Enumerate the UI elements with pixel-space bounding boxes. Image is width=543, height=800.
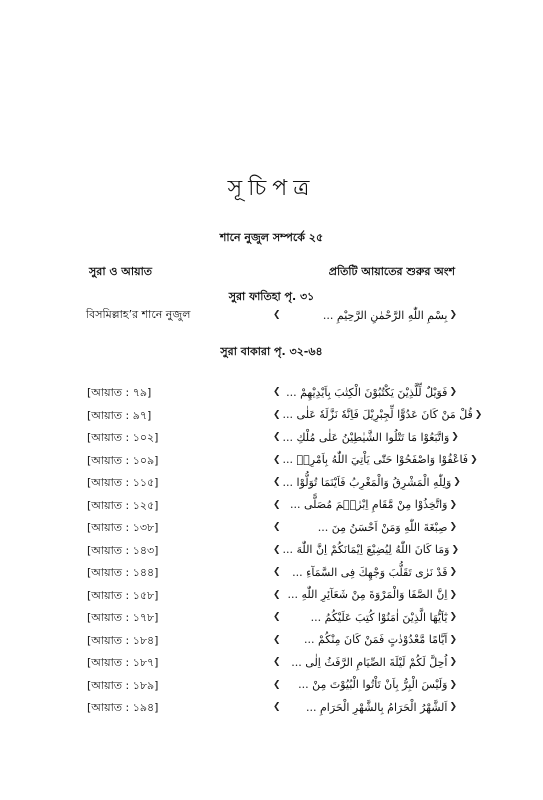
- verse-start: [273, 609, 457, 625]
- verse-start: [273, 429, 457, 445]
- ornament-left-icon: ❮: [273, 387, 281, 397]
- ornament-left-icon: ❮: [273, 634, 281, 645]
- verse-text: وَاتَّبَعُوْا مَا تَتْلُوا الشَّيٰطِيْنُ عَلٰى مُلْكِ ...: [282, 430, 450, 444]
- list-item: [0, 697, 543, 719]
- list-item: [0, 427, 543, 449]
- ornament-right-icon: ❯: [449, 657, 457, 667]
- bismillah-label: বিসমিল্লাহ’র শানে নুজুল: [86, 308, 191, 321]
- ayat-reference: [আয়াত : ১৭৮]: [87, 611, 159, 624]
- verse-start: [273, 407, 483, 423]
- ayat-reference: [আয়াত : ১৮৪]: [87, 633, 159, 647]
- intro-line: শানে নুজুল সম্পর্কে ২৫: [219, 231, 324, 244]
- verse-text: اَيَّامًا مَّعْدُوْدٰتٍ فَمَنْ كَانَ مِنْكُمْ ...: [303, 633, 448, 646]
- ayat-reference: [আয়াত : ১০৯]: [87, 453, 159, 467]
- verse-text: يٰٓاَيُّهَا الَّذِيْنَ اٰمَنُوْا كُتِبَ عَلَيْكُمُ ...: [310, 610, 448, 624]
- column-header-verse-start: প্রতিটি আয়াতের শুরুর অংশ: [328, 265, 455, 278]
- ayat-reference: [আয়াত : ১০২]: [87, 431, 159, 444]
- ayat-reference: [আয়াত : ১২৫]: [87, 498, 159, 512]
- verse-text: اَلشَّهْرُ الْحَرَامُ بِالشَّهْرِ الْحَرَامِ ...: [306, 700, 448, 714]
- ornament-right-icon: ❯: [474, 409, 483, 420]
- ayat-reference: [আয়াত : ১৩৮]: [87, 521, 159, 534]
- list-item: [0, 607, 543, 629]
- ornament-right-icon: ❯: [449, 522, 457, 532]
- ornament-left-icon: ❮: [273, 432, 281, 442]
- verse-text: وَلَيْسَ الْبِرُّ بِاَنْ تَاْتُوا الْبُيُوْتَ مِنْ ...: [298, 678, 448, 691]
- ornament-right-icon: ❯: [470, 454, 478, 465]
- ornament-left-icon: ❮: [273, 567, 281, 577]
- list-item: [0, 562, 543, 584]
- ayat-reference: [আয়াত : ১৮৯]: [87, 678, 159, 692]
- verse-text: اِنَّ الصَّفَا وَالْمَرْوَةَ مِنْ شَعَآئِرِ اللّٰهِ ...: [287, 588, 448, 601]
- list-item: [0, 585, 543, 607]
- surah-fatiha-heading: সুরা ফাতিহা পৃ. ৩১: [228, 290, 315, 303]
- verse-start: [273, 677, 457, 693]
- verse-start: [273, 632, 457, 648]
- ornament-right-icon: ❯: [449, 612, 457, 622]
- ornament-right-icon: ❯: [449, 387, 457, 397]
- ornament-left-icon: ❮: [273, 477, 281, 487]
- ornament-right-icon: ❯: [449, 499, 457, 510]
- fatiha-verse: [273, 307, 457, 323]
- verse-start: [273, 519, 457, 535]
- ornament-left-icon: ❮: [273, 612, 281, 622]
- ornament-right-icon: ❯: [449, 567, 457, 577]
- ornament-right-icon: ❯: [449, 702, 457, 712]
- verse-start: [273, 542, 457, 558]
- ornament-right-icon: ❯: [453, 477, 461, 487]
- ornament-left-icon: ❮: [273, 544, 281, 555]
- ornament-left-icon: ❮: [273, 522, 281, 532]
- verse-start: [273, 497, 457, 513]
- ayat-reference: [আয়াত : ১৪৪]: [87, 566, 159, 579]
- verse-start: [273, 452, 478, 468]
- ayat-reference: [আয়াত : ১৯৪]: [87, 701, 159, 714]
- list-item: [0, 652, 543, 674]
- ornament-right-icon: ❯: [449, 310, 457, 320]
- column-header-surah-ayat: সুরা ও আয়াত: [89, 265, 153, 278]
- verse-text: وَاتَّخِذُوْا مِنْ مَّقَامِ اِبْرٰهٖمَ مُصَلًّى ...: [289, 498, 448, 511]
- verse-text: فَاعْفُوْا وَاصْفَحُوْا حَتّٰى يَاْتِيَ اللّٰهُ بِاَمْرِهٖ ...: [282, 453, 469, 466]
- ayat-reference: [আয়াত : ৭৯]: [87, 386, 152, 399]
- list-item: [0, 540, 543, 562]
- ornament-right-icon: ❯: [449, 679, 457, 690]
- page-title: সূচিপত্র: [227, 176, 316, 201]
- ayat-reference: [আয়াত : ১৮৭]: [87, 656, 159, 669]
- list-item: [0, 405, 543, 427]
- verse-start: [273, 587, 457, 603]
- verse-text: قُلْ مَنْ كَانَ عَدُوًّا لِّجِبْرِيْلَ فَاِنَّهٗ نَزَّلَهٗ عَلٰى ...: [282, 408, 473, 421]
- ornament-right-icon: ❯: [451, 432, 459, 442]
- verse-start: [273, 384, 457, 400]
- ornament-left-icon: ❮: [273, 310, 281, 320]
- ornament-left-icon: ❮: [273, 409, 281, 420]
- verse-start: [273, 474, 461, 490]
- list-item: [0, 450, 543, 472]
- ayat-reference: [আয়াত : ৯৭]: [87, 408, 152, 422]
- verse-start: [273, 699, 457, 715]
- ornament-right-icon: ❯: [449, 634, 457, 645]
- list-item: [0, 630, 543, 652]
- ornament-left-icon: ❮: [273, 657, 281, 667]
- ornament-right-icon: ❯: [449, 589, 457, 600]
- verse-text: بِسْمِ اللّٰهِ الرَّحْمٰنِ الرَّحِيْمِ ...: [322, 308, 448, 322]
- verse-text: صِبْغَةَ اللّٰهِ وَمَنْ اَحْسَنُ مِنَ ...: [317, 520, 448, 534]
- ornament-left-icon: ❮: [273, 454, 281, 465]
- ayat-reference: [আয়াত : ১৫৮]: [87, 588, 159, 602]
- verse-text: وَلِلّٰهِ الْمَشْرِقُ وَالْمَغْرِبُ فَاَيْنَمَا تُوَلُّوْا ...: [282, 475, 452, 489]
- ornament-left-icon: ❮: [273, 499, 281, 510]
- verse-text: قَدْ نَرٰى تَقَلُّبَ وَجْهِكَ فِى السَّمَآءِ ...: [292, 565, 448, 579]
- ornament-left-icon: ❮: [273, 589, 281, 600]
- ayat-reference: [আয়াত : ১৪৩]: [87, 543, 159, 557]
- list-item: [0, 517, 543, 539]
- verse-text: اُحِلَّ لَكُمْ لَيْلَةَ الصِّيَامِ الرَّفَثُ اِلٰى ...: [291, 655, 448, 669]
- ornament-left-icon: ❮: [273, 702, 281, 712]
- ornament-right-icon: ❯: [451, 544, 459, 555]
- ornament-left-icon: ❮: [273, 679, 281, 690]
- verse-start: [273, 654, 457, 670]
- ayat-reference: [আয়াত : ১১৫]: [87, 476, 159, 489]
- list-item: [0, 382, 543, 404]
- verse-start: [273, 564, 457, 580]
- list-item: [0, 675, 543, 697]
- list-item: [0, 472, 543, 494]
- verse-text: فَوَيْلٌ لِّلَّذِيْنَ يَكْتُبُوْنَ الْكِتٰبَ بِاَيْدِيْهِمْ ...: [286, 385, 448, 399]
- surah-baqara-heading: সুরা বাকারা পৃ. ৩২-৬৪: [220, 345, 323, 358]
- verse-text: وَمَا كَانَ اللّٰهُ لِيُضِيْعَ اِيْمَانَكُمْ اِنَّ اللّٰهَ ...: [282, 543, 450, 556]
- list-item: [0, 495, 543, 517]
